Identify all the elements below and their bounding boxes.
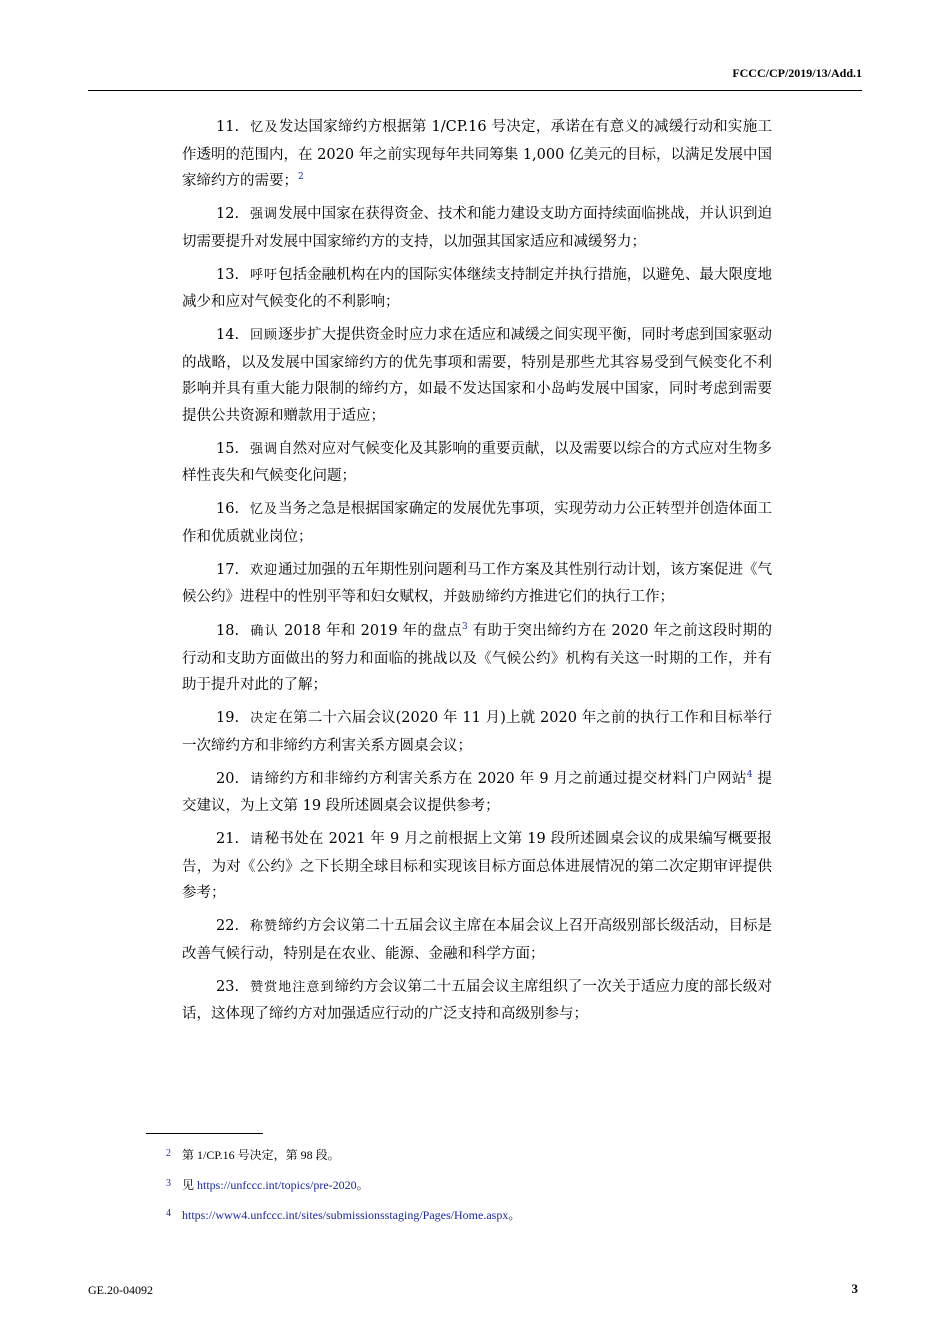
footnote-ref-3[interactable]: 3 bbox=[462, 622, 468, 632]
header-divider bbox=[88, 90, 862, 91]
paragraph-12: 12. 强调发展中国家在获得资金、技术和能力建设支助方面持续面临挑战，并认识到迫切需要提升对发展中国家缔约方的支持，以加强其国家适应和减缓努力； bbox=[182, 206, 772, 250]
footnote-ref-2[interactable]: 2 bbox=[298, 172, 304, 182]
paragraph-15: 15. 强调自然对应对气候变化及其影响的重要贡献，以及需要以综合的方式应对生物多样性丧失和气候变化问题； bbox=[182, 440, 772, 484]
paragraph-17: 17. 欢迎通过加强的五年期性别问题利马工作方案及其性别行动计划，该方案促进《气候公约》进程中的性别平等和妇女赋权，并鼓励缔约方推进它们的执行工作； bbox=[182, 561, 772, 605]
footnote-2: 2 第 1/CP.16 号决定，第 98 段。 bbox=[166, 1148, 340, 1162]
paragraph-19: 19. 决定在第二十六届会议(2020 年 11 月)上就 2020 年之前的执行工作和目标举行一次缔约方和非缔约方利害关系方圆桌会议； bbox=[182, 710, 772, 754]
footnote-divider bbox=[146, 1133, 263, 1134]
footnote-4-link[interactable]: https://www4.unfccc.int/sites/submissionsstaging/Pages/Home.aspx bbox=[182, 1208, 509, 1222]
document-id: GE.20-04092 bbox=[88, 1283, 153, 1297]
paragraph-13: 13. 呼吁包括金融机构在内的国际实体继续支持制定并执行措施，以避免、最大限度地减少和应对气候变化的不利影响； bbox=[182, 266, 772, 310]
footnote-4: 4 https://www4.unfccc.int/sites/submissionsstaging/Pages/Home.aspx。 bbox=[166, 1208, 521, 1222]
paragraph-14: 14. 回顾逐步扩大提供资金时应力求在适应和减缓之间实现平衡，同时考虑到国家驱动的战略，以及发展中国家缔约方的优先事项和需要，特别是那些尤其容易受到气候变化不利影响并具有重大能力限制的缔约方，如最不发达国家和小岛屿发展中国家，同时考虑到需要提供公共资源和赠款用于适应； bbox=[182, 327, 772, 424]
paragraph-16: 16. 忆及当务之急是根据国家确定的发展优先事项，实现劳动力公正转型并创造体面工作和优质就业岗位； bbox=[182, 501, 772, 545]
document-body bbox=[182, 114, 772, 1034]
page-number: 3 bbox=[851, 1281, 858, 1296]
paragraph-23: 23. 赞赏地注意到缔约方会议第二十五届会议主席组织了一次关于适应力度的部长级对话，这体现了缔约方对加强适应行动的广泛支持和高级别参与； bbox=[182, 978, 772, 1022]
document-symbol: FCCC/CP/2019/13/Add.1 bbox=[732, 66, 862, 80]
paragraph-18: 18. 确认 2018 年和 2019 年的盘点$^3$ 有助于突出缔约方在 2020 年之前这段时期的行动和支助方面做出的努力和面临的挑战以及《气候公约》机构有关这一时期的工作，并有助于提升对此的了解； bbox=[182, 622, 772, 693]
paragraph-20: 20. 请缔约方和非缔约方利害关系方在 2020 年 9 月之前通过提交材料门户网站$^4$ 提交建议，为上文第 19 段所述圆桌会议提供参考； bbox=[182, 769, 772, 814]
paragraph-22: 22. 称赞缔约方会议第二十五届会议主席在本届会议上召开高级别部长级活动，目标是改善气候行动，特别是在农业、能源、金融和科学方面； bbox=[182, 918, 772, 962]
paragraph-21: 21. 请秘书处在 2021 年 9 月之前根据上文第 19 段所述圆桌会议的成果编写概要报告，为对《公约》之下长期全球目标和实现该目标方面总体进展情况的第二次定期审评提供参考； bbox=[182, 831, 772, 901]
footnotes bbox=[166, 1144, 786, 1234]
footnote-3-link[interactable]: https://unfccc.int/topics/pre-2020 bbox=[197, 1178, 357, 1192]
paragraph-11: 11. 忆及发达国家缔约方根据第 1/CP.16 号决定，承诺在有意义的减缓行动和实施工作透明的范围内，在 2020 年之前实现每年共同筹集 1,000 亿美元的目标，以满足发展中国家缔约方的需要；$^2$ bbox=[182, 119, 772, 189]
footnote-ref-4[interactable]: 4 bbox=[746, 769, 753, 780]
footnote-3: 3 见 https://unfccc.int/topics/pre-2020。 bbox=[166, 1178, 369, 1192]
